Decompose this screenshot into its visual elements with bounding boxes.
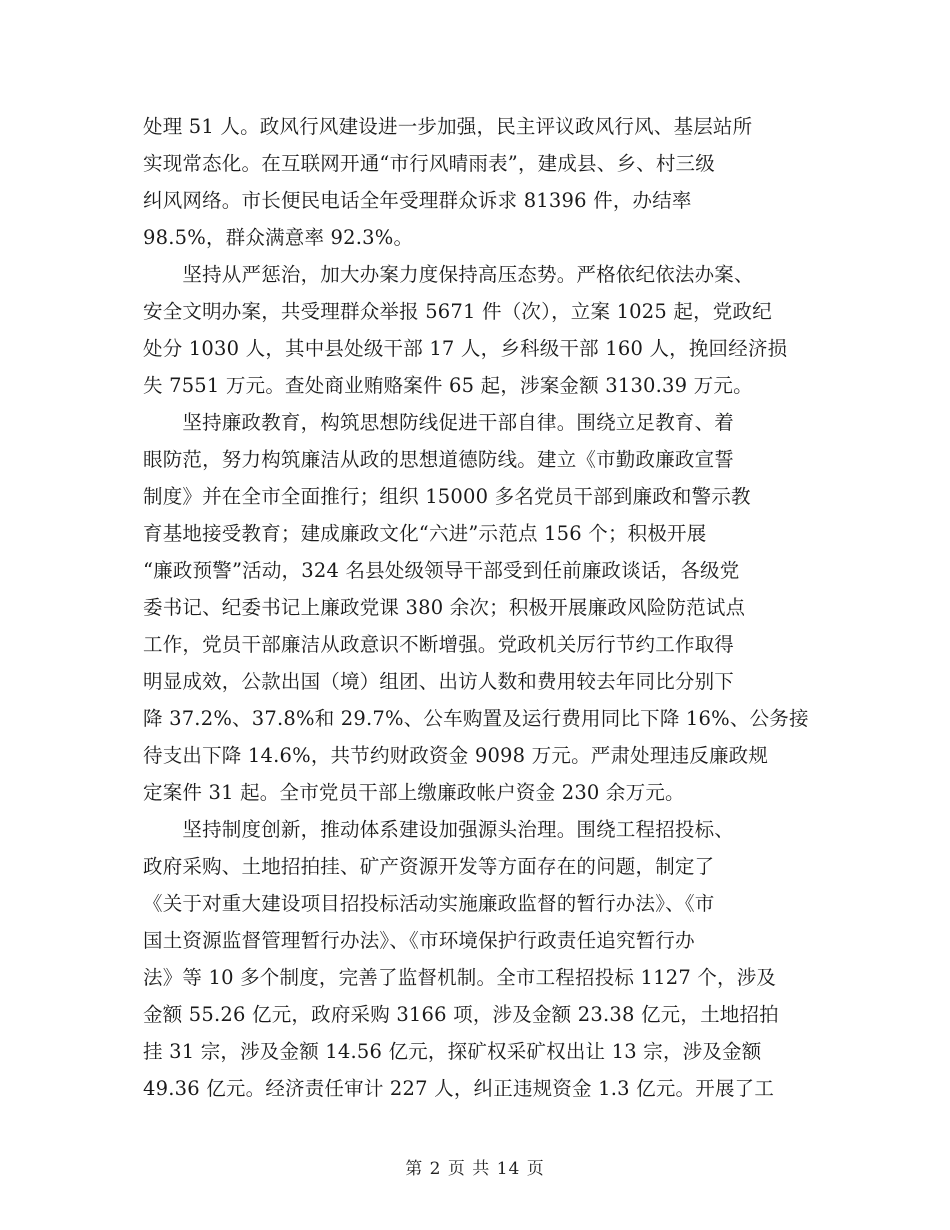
text-line: 处分 1030 人，其中县处级干部 17 人，乡科级干部 160 人，挽回经济损 bbox=[143, 337, 788, 360]
text-line: 法》等 10 多个制度，完善了监督机制。全市工程招投标 1127 个，涉及 bbox=[143, 966, 777, 989]
text-line: 坚持从严惩治，加大办案力度保持高压态势。严格依纪依法办案、 bbox=[143, 263, 754, 286]
text-line: 失 7551 万元。查处商业贿赂案件 65 起，涉案金额 3130.39 万元。 bbox=[143, 374, 753, 397]
text-line: 98.5%，群众满意率 92.3%。 bbox=[143, 226, 414, 249]
text-line: 金额 55.26 亿元，政府采购 3166 项，涉及金额 23.38 亿元，土地招拍 bbox=[143, 1003, 779, 1026]
text-line: 处理 51 人。政风行风建设进一步加强，民主评议政风行风、基层站所 bbox=[143, 115, 753, 138]
text-line: 坚持廉政教育，构筑思想防线促进干部自律。围绕立足教育、着 bbox=[143, 411, 735, 434]
text-line: 49.36 亿元。经济责任审计 227 人，纠正违规资金 1.3 亿元。开展了工 bbox=[143, 1077, 775, 1100]
text-line: 工作，党员干部廉洁从政意识不断增强。党政机关厉行节约工作取得 bbox=[143, 633, 735, 656]
text-line: 实现常态化。在互联网开通“市行风晴雨表”，建成县、乡、村三级 bbox=[143, 152, 715, 175]
document-body bbox=[143, 108, 811, 1107]
text-line: 政府采购、土地招拍挂、矿产资源开发等方面存在的问题，制定了 bbox=[143, 855, 715, 878]
page-number-footer: 第 2 页 共 14 页 bbox=[405, 1159, 545, 1179]
text-line: 坚持制度创新，推动体系建设加强源头治理。围绕工程招投标、 bbox=[143, 818, 735, 841]
text-line: 育基地接受教育；建成廉政文化“六进”示范点 156 个；积极开展 bbox=[143, 522, 707, 545]
text-line: 安全文明办案，共受理群众举报 5671 件（次），立案 1025 起，党政纪 bbox=[143, 300, 772, 323]
text-line: 降 37.2%、37.8%和 29.7%、公车购置及运行费用同比下降 16%、公务接 bbox=[143, 707, 809, 730]
text-line: 委书记、纪委书记上廉政党课 380 余次；积极开展廉政风险防范试点 bbox=[143, 596, 746, 619]
text-line: 待支出下降 14.6%，共节约财政资金 9098 万元。严肃处理违反廉政规 bbox=[143, 744, 769, 767]
text-line: 《关于对重大建设项目招投标活动实施廉政监督的暂行办法》、《市 bbox=[143, 892, 715, 915]
text-line: 定案件 31 起。全市党员干部上缴廉政帐户资金 230 余万元。 bbox=[143, 781, 685, 804]
text-line: 制度》并在全市全面推行；组织 15000 多名党员干部到廉政和警示教 bbox=[143, 485, 751, 508]
text-line: 国土资源监督管理暂行办法》、《市环境保护行政责任追究暂行办 bbox=[143, 929, 695, 952]
text-line: “廉政预警”活动，324 名县处级领导干部受到任前廉政谈话，各级党 bbox=[143, 559, 740, 582]
text-line: 眼防范，努力构筑廉洁从政的思想道德防线。建立《市勤政廉政宣誓 bbox=[143, 448, 735, 471]
text-line: 挂 31 宗，涉及金额 14.56 亿元，探矿权采矿权出让 13 宗，涉及金额 bbox=[143, 1040, 762, 1063]
text-line: 明显成效，公款出国（境）组团、出访人数和费用较去年同比分别下 bbox=[143, 670, 735, 693]
text-line: 纠风网络。市长便民电话全年受理群众诉求 81396 件，办结率 bbox=[143, 189, 692, 212]
